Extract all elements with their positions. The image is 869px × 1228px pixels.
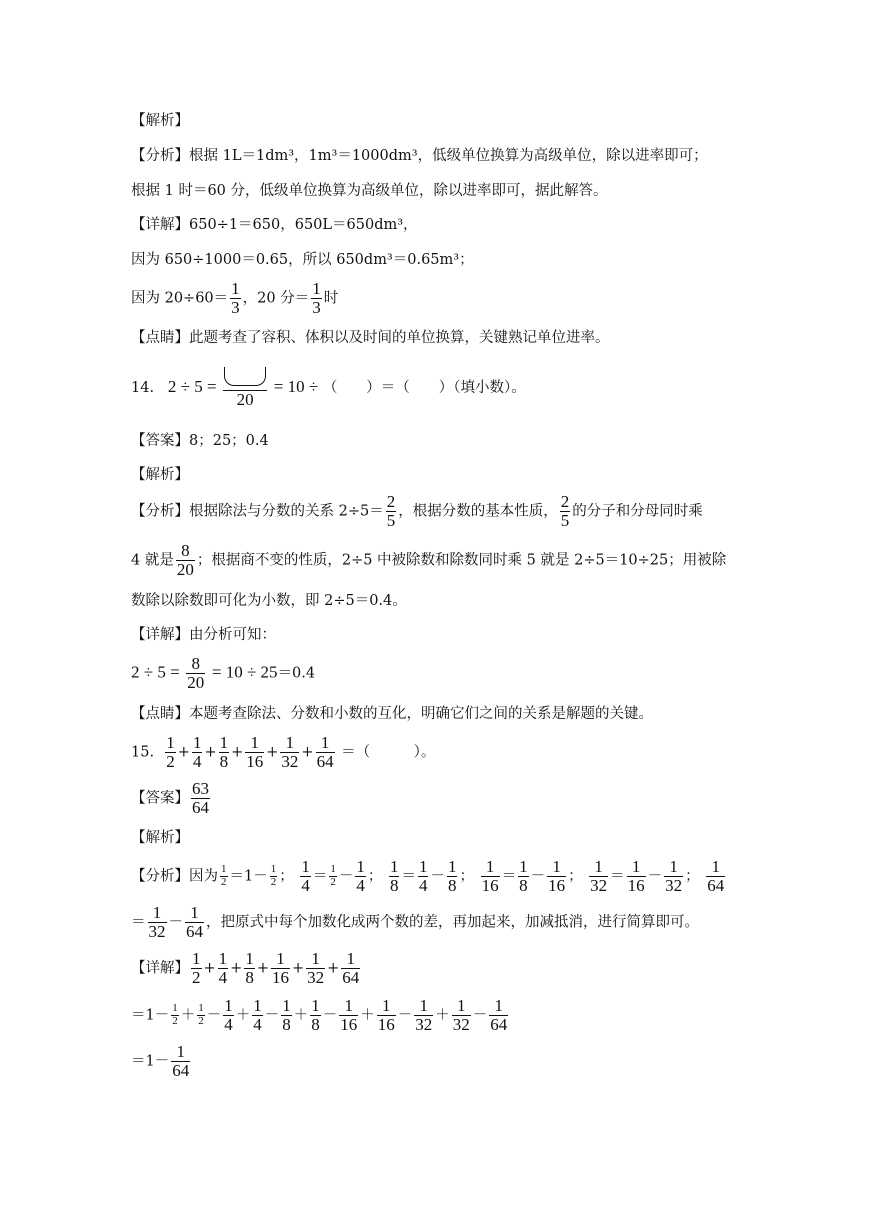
fraction: $\frac{1}{3}$ — [231, 279, 240, 317]
question-14 — [131, 367, 526, 409]
detail-line-3: ＝1－ $\frac{1}{64}$ — [131, 1042, 190, 1080]
fraction: $\frac{8}{20}$ — [176, 541, 194, 579]
detail-line-1: 【详解】 $\frac{1}{2}$ + $\frac{1}{4}$ + $\frac{1}{8}$ + $\frac{1}{16}$ + $\frac{1}{32}$ + $\frac{1}{64}$ — [131, 949, 360, 987]
detail-text: ，20 分＝ — [242, 290, 310, 307]
answer-line: 【答案】 $\frac{63}{64}$ — [131, 779, 209, 817]
question-number: 15. — [131, 744, 155, 761]
analysis-line-3: 数除以除数即可化为小数，即 2÷5＝0.4。 — [131, 593, 407, 609]
jiexi-label: 【解析】 — [131, 113, 189, 129]
answer-fraction: $\frac{63}{64}$ — [192, 779, 209, 817]
fraction-blank: 20 — [223, 367, 267, 409]
analysis-line-2: 4 就是 $\frac{8}{20}$ ；根据商不变的性质，2÷5 中被除数和除数同时乘 5 就是 2÷5＝10÷25；用被除 — [131, 541, 727, 579]
question-number: 14. — [131, 379, 155, 396]
analysis-line-1: 【分析】因为 $\frac{1}{2}$ ＝1－ $\frac{1}{2}$ ； $\frac{1}{4}$ ＝ $\frac{1}{2}$ － $\frac{1}{4}$ ； $\frac{1}{8}$ ＝ $\frac{1}{4}$ － $\frac{1}{8}$ ； $\frac{1}{16}$ ＝ $\frac{1}{8}$ － $\frac{1}{16}$ ； $\frac{1}{32}$ ＝ $\frac{1}{16}$ － $\frac{1}{32}$ ； $\frac{1}{64}$ — [131, 857, 725, 895]
detail-line-1: 【详解】650÷1＝650，650L＝650dm³， — [131, 217, 418, 233]
question-tail: （ ）＝（ ）（填小数）。 — [322, 379, 526, 396]
detail-equation: 2 ÷ 5 = $\frac{8}{20}$ = 10 ÷ 25＝0.4 — [131, 654, 316, 692]
jiexi-label: 【解析】 — [131, 467, 189, 483]
jiexi-label: 【解析】 — [131, 830, 189, 846]
expr: 2 ÷ 5 = — [167, 376, 217, 396]
fraction: $\frac{2}{5}$ — [560, 492, 570, 530]
comment-line: 【点睛】此题考查了容积、体积以及时间的单位换算，关键熟记单位进率。 — [131, 330, 610, 346]
detail-line-2: 因为 650÷1000＝0.65，所以 650dm³＝0.65m³； — [131, 252, 474, 268]
detail-line-2: ＝1－ $\frac{1}{2}$ ＋ $\frac{1}{2}$ － $\frac{1}{4}$ ＋ $\frac{1}{4}$ － $\frac{1}{8}$ ＋ $\frac{1}{8}$ － $\frac{1}{16}$ ＋ $\frac{1}{16}$ － $\frac{1}{32}$ ＋ $\frac{1}{32}$ － $\frac{1}{64}$ — [131, 996, 508, 1034]
answer-line: 【答案】8；25；0.4 — [131, 433, 269, 449]
detail-text: 时 — [323, 290, 339, 307]
analysis-line-2: ＝ $\frac{1}{32}$ － $\frac{1}{64}$ ，把原式中每个加数化成两个数的差，再加起来，加减抵消，进行简算即可。 — [131, 903, 699, 941]
analysis-line-1: 【分析】根据除法与分数的关系 2÷5＝ $\frac{2}{5}$ ，根据分数的基本性质， $\frac{2}{5}$ 的分子和分母同时乘 — [131, 492, 703, 530]
detail-line-3 — [131, 280, 338, 317]
question-15: 15. $\frac{1}{2}$ + $\frac{1}{4}$ + $\frac{1}{8}$ + $\frac{1}{16}$ + $\frac{1}{32}$ + $\frac{1}{64}$ ＝（ ）。 — [131, 733, 436, 771]
analysis-line-1: 【分析】根据 1L＝1dm³，1m³＝1000dm³，低级单位换算为高级单位，除以进率即可； — [131, 148, 708, 164]
analysis-line-2: 根据 1 时＝60 分，低级单位换算为高级单位，除以进率即可，据此解答。 — [131, 183, 608, 199]
comment-line: 【点睛】本题考查除法、分数和小数的互化，明确它们之间的关系是解题的关键。 — [131, 706, 653, 722]
fraction: $\frac{2}{5}$ — [386, 492, 396, 530]
fraction: $\frac{1}{3}$ — [312, 279, 321, 317]
expr: = 10 ÷ — [273, 376, 319, 396]
blank-paren — [224, 367, 266, 386]
fraction: $\frac{8}{20}$ — [187, 654, 205, 692]
detail-text: 因为 20÷60＝ — [131, 290, 229, 307]
detail-label: 【详解】由分析可知： — [131, 627, 276, 643]
